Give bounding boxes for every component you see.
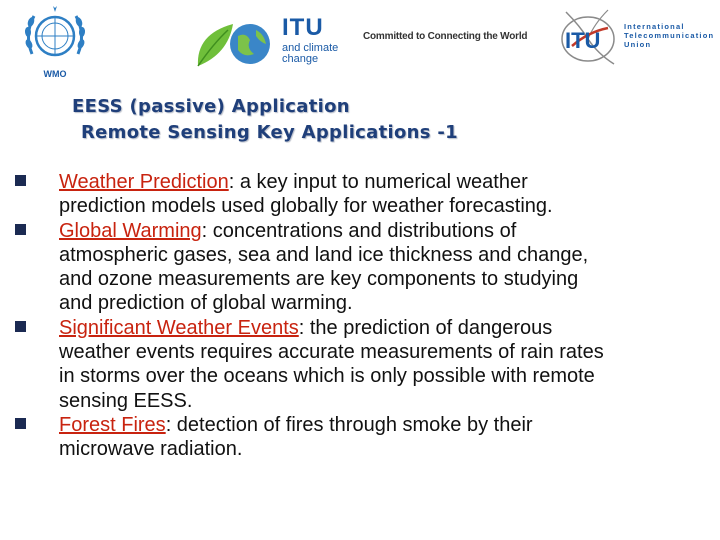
bullet-text: : the prediction of dangerous weather events requires accurate measurements of rain rates in storms over the oceans which is only possible with remote sensing EESS. <box>59 316 604 412</box>
title-line-1: EESS (passive) Application <box>72 96 350 117</box>
itu-logo <box>558 6 618 70</box>
bullet-term: Significant Weather Events <box>59 316 299 339</box>
itu-org-name: International Telecommunication Union <box>624 22 715 49</box>
itu-cc-subtitle: and climate change <box>282 42 339 65</box>
leaf-globe-icon <box>188 14 280 74</box>
bullet-item <box>14 170 614 219</box>
wmo-logo <box>20 4 90 82</box>
itu-cc-title: ITU <box>282 14 324 41</box>
bullet-term: Weather Prediction <box>59 171 229 193</box>
bullet-square-icon <box>15 224 26 235</box>
bullet-item <box>14 219 614 316</box>
bullet-list <box>14 170 614 462</box>
bullet-item <box>14 316 614 413</box>
bullet-text: : detection of fires through smoke by their microwave radiation. <box>59 413 533 461</box>
bullet-term: Global Warming <box>59 219 202 242</box>
itu-logo-letters: ITU <box>565 28 601 53</box>
bullet-square-icon <box>15 175 26 186</box>
bullet-text: : concentrations and distributions of atmospheric gases, sea and land ice thickness and change, and ozone measurements are key components to studying and prediction of global warming. <box>59 219 589 315</box>
bullet-square-icon <box>15 321 26 332</box>
itu-emblem-icon <box>558 6 618 70</box>
wmo-emblem-icon <box>20 4 90 70</box>
wmo-logo-text: WMO <box>43 69 67 79</box>
header <box>0 0 720 90</box>
bullet-item <box>14 413 614 462</box>
title-line-2: Remote Sensing Key Applications -1 <box>81 122 458 143</box>
bullet-term: Forest Fires <box>59 413 166 436</box>
slide-title <box>72 94 458 146</box>
bullet-text: : a key input to numerical weather prediction models used globally for weather forecasting. <box>59 171 553 218</box>
itu-climate-change-logo <box>188 14 358 74</box>
bullet-square-icon <box>15 418 26 429</box>
tagline: Committed to Connecting the World <box>363 31 528 42</box>
